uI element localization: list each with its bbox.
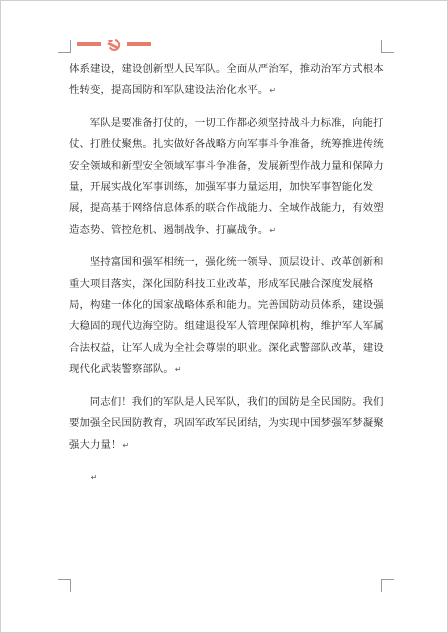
document-body bbox=[69, 59, 385, 488]
crop-mark-top-right bbox=[381, 40, 394, 53]
paragraph: 同志们！我们的军队是人民军队，我们的国防是全民国防。我们要加强全民国防教育，巩固军政军民团结，为实现中国梦强军梦凝聚强大力量！↵ bbox=[69, 395, 384, 451]
crop-mark-bottom-right bbox=[381, 579, 394, 592]
paragraph-mark-icon: ↵ bbox=[122, 440, 130, 450]
paragraph-mark-icon: ↵ bbox=[90, 472, 98, 482]
paragraph: 坚持富国和强军相统一，强化统一领导、顶层设计、改革创新和重大项目落实，深化国防科技工业改革，形成军民融合深度发展格局，构建一体化的国家战略体系和能力。完善国防动员体系，建设强大稳固的现代边海空防。组建退役军人管理保障机构，维护军人军属合法权益，让军人成为全社会尊崇的职业。深化武警部队改革，建设现代化武装警察部队。↵ bbox=[69, 256, 384, 376]
paragraph-mark-icon: ↵ bbox=[174, 365, 182, 375]
paragraph: 体系建设，建设创新型人民军队。全面从严治军，推动治军方式根本性转变，提高国防和军队建设法治化水平。↵ bbox=[69, 63, 384, 97]
party-emblem-header-icon bbox=[77, 37, 151, 51]
paragraph-mark-icon: ↵ bbox=[269, 225, 277, 235]
empty-paragraph bbox=[69, 467, 385, 488]
crop-mark-bottom-left bbox=[58, 579, 71, 592]
paragraph-mark-icon: ↵ bbox=[269, 86, 277, 96]
paragraph: 军队是要准备打仗的，一切工作都必须坚持战斗力标准，向能打仗、打胜仗聚焦。扎实做好各战略方向军事斗争准备，统筹推进传统安全领域和新型安全领域军事斗争准备，发展新型作战力量和保障力量，开展实战化军事训练，加强军事力量运用，加快军事智能化发展，提高基于网络信息体系的联合作战能力、全域作战能力，有效塑造态势、管控危机、遏制战争、打赢战争。↵ bbox=[69, 116, 384, 236]
crop-mark-top-left bbox=[58, 40, 71, 53]
